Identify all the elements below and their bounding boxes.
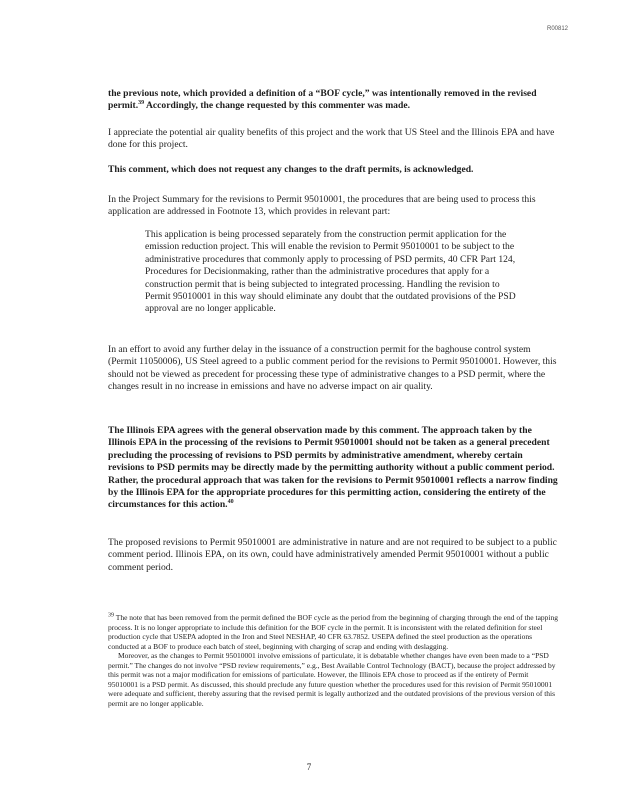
footnote-39	[108, 613, 558, 651]
footnote-40: Moreover, as the changes to Permit 95010001 involve emissions of particulate, it is debatable whether changes have even been made to a “PSD permit.” The changes do not involve “PSD review requirements,” e.g., Best Available Control Technology (BACT), because the project addressed by this permit was not a major modification for emissions of particulate. However, the Illinois EPA chose to proceed as if the entirety of Permit 95010001 is a PSD permit. As discussed, this should preclude any future question whether the procedures used for this revision of Permit 95010001 were adequate and sufficient, thereby assuring that the revised permit is legally authorized and the outdated provisions of the previous version of this permit are no longer applicable.	[108, 651, 556, 708]
footnote-39-marker: 39	[108, 612, 114, 619]
footnotes	[108, 613, 558, 708]
comment-paragraph-2: I appreciate the potential air quality benefits of this project and the work that US Steel and the Illinois EPA and have done for this project.	[108, 127, 555, 151]
response-3-text: The Illinois EPA agrees with the general observation made by this comment. The approach taken by the Illinois EPA in the processing of the revisions to Permit 95010001 should not be taken as a general precedent precluding the processing of revisions to PSD permits by administrative amendment, whereby certain revisions to PSD permits may be directly made by the permitting authority without a public comment period. Rather, the procedural approach that was taken for the revisions to Permit 95010001 reflects a narrow finding by the Illinois EPA for the appropriate procedures for this permitting action, considering the entirety of the circumstances for this action.	[108, 425, 558, 511]
response-paragraph-4: The proposed revisions to Permit 95010001 are administrative in nature and are not required to be subject to a public comment period. Illinois EPA, on its own, could have administratively amended Permit 95010001 without a public comment period.	[108, 537, 557, 573]
block-quote: This application is being processed separately from the construction permit application for the emission reduction project. This will enable the revision to Permit 95010001 to be subject to the administrative procedures that commonly apply to processing of PSD permits, 40 CFR Part 124, Procedures for Decisionmaking, rather than the administrative procedures that apply for a construction permit that is being subjected to integrated processing. Handling the revision to Permit 95010001 in this way should eliminate any doubt that the outdated provisions of the PSD approval are no longer applicable.	[145, 229, 516, 315]
page-number: 7	[306, 762, 312, 772]
footnote-39-text: The note that has been removed from the permit defined the BOF cycle as the period from the beginning of charging through the end of the tapping process. It is no longer appropriate to include this definition for the BOF cycle in the permit. It is inconsistent with the related definition for steel production cycle that USEPA adopted in the Iron and Steel NESHAP, 40 CFR 63.7852. USEPA defined the steel production as the operations conducted at a BOF to produce each batch of steel, beginning with charging of scrap and ending with deslagging.	[108, 613, 558, 651]
footnote-ref-40: 40	[227, 499, 234, 506]
comment-paragraph-4: In an effort to avoid any further delay in the issuance of a construction permit for the baghouse control system (Permit 11050006), US Steel agreed to a public comment period for the revisions to Permit 95010001. However, this should not be viewed as precedent for processing these type of administrative changes to a PSD permit, where the changes result in no increase in emissions and have no adverse impact on air quality.	[108, 344, 557, 393]
response-paragraph-1	[108, 88, 558, 113]
response-1-text: the previous note, which provided a definition of a “BOF cycle,” was intentionally removed in the revised permit.	[108, 88, 537, 112]
response-paragraph-3	[108, 425, 558, 512]
response-1-tail: Accordingly, the change requested by this commenter was made.	[145, 100, 410, 112]
response-paragraph-2: This comment, which does not request any changes to the draft permits, is acknowledged.	[108, 164, 474, 175]
comment-paragraph-3: In the Project Summary for the revisions to Permit 95010001, the procedures that are being used to process this application are addressed in Footnote 13, which provides in relevant part:	[108, 194, 536, 218]
footnote-ref-39: 39	[138, 100, 145, 107]
page-id-stamp: R00812	[547, 26, 569, 32]
